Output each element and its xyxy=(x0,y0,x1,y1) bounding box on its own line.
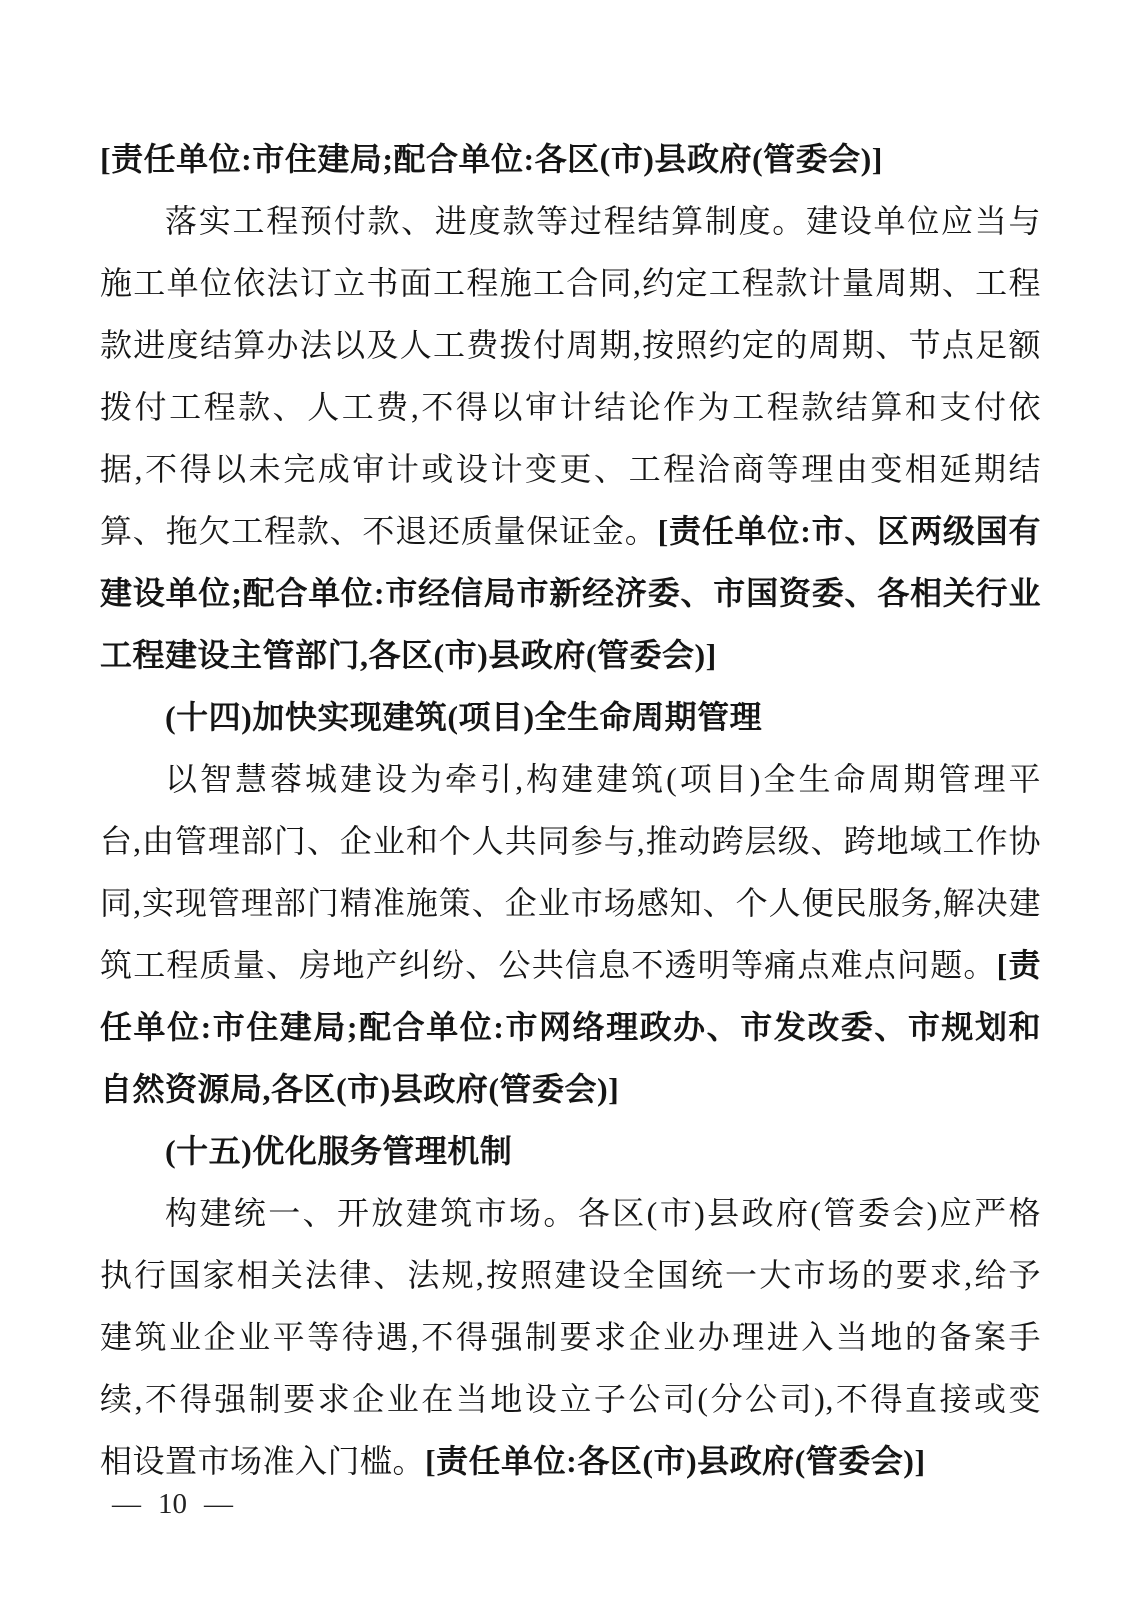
text-line xyxy=(100,624,1041,686)
text-segment: 拨付工程款、人工费,不得以审计结论作为工程款结算和支付依 xyxy=(100,389,1041,425)
text-segment: 施工单位依法订立书面工程施工合同,约定工程款计量周期、工程 xyxy=(100,265,1041,301)
text-line xyxy=(100,934,1041,996)
text-line xyxy=(100,376,1041,438)
section-heading xyxy=(100,1120,1041,1182)
section-heading xyxy=(100,686,1041,748)
text-line xyxy=(100,872,1041,934)
text-line xyxy=(100,1058,1041,1120)
text-segment: 算、拖欠工程款、不退还质量保证金。 xyxy=(100,513,658,549)
footer-dash-right: — xyxy=(204,1488,233,1520)
text-line xyxy=(100,1306,1041,1368)
text-segment: 落实工程预付款、进度款等过程结算制度。建设单位应当与 xyxy=(165,203,1041,239)
text-line xyxy=(100,128,1041,190)
text-segment: 台,由管理部门、企业和个人共同参与,推动跨层级、跨地域工作协 xyxy=(100,823,1041,859)
responsibility-unit-text: 建设单位;配合单位:市经信局市新经济委、市国资委、各相关行业 xyxy=(100,575,1041,611)
text-line xyxy=(100,438,1041,500)
text-segment: 同,实现管理部门精准施策、企业市场感知、个人便民服务,解决建 xyxy=(100,885,1041,921)
responsibility-unit-text: [责任单位:市、区两级国有 xyxy=(657,513,1041,549)
page-number: 10 xyxy=(158,1488,187,1520)
text-line xyxy=(100,748,1041,810)
text-line xyxy=(100,1182,1041,1244)
responsibility-unit-text: (十五)优化服务管理机制 xyxy=(165,1133,513,1169)
text-line xyxy=(100,996,1041,1058)
responsibility-unit-text: [责 xyxy=(996,947,1041,983)
responsibility-unit-text: (十四)加快实现建筑(项目)全生命周期管理 xyxy=(165,699,763,735)
text-segment: 建筑业企业平等待遇,不得强制要求企业办理进入当地的备案手 xyxy=(100,1319,1041,1355)
text-segment: 款进度结算办法以及人工费拨付周期,按照约定的周期、节点足额 xyxy=(100,327,1041,363)
text-line xyxy=(100,1368,1041,1430)
text-line xyxy=(100,1430,1041,1492)
text-line xyxy=(100,314,1041,376)
page-footer xyxy=(112,1484,233,1524)
text-line xyxy=(100,500,1041,562)
text-segment: 相设置市场准入门槛。 xyxy=(100,1443,426,1479)
text-line xyxy=(100,810,1041,872)
text-segment: 筑工程质量、房地产纠纷、公共信息不透明等痛点难点问题。 xyxy=(100,947,997,983)
text-line xyxy=(100,1244,1041,1306)
text-segment: 以智慧蓉城建设为牵引,构建建筑(项目)全生命周期管理平 xyxy=(165,761,1041,797)
responsibility-unit-text: 工程建设主管部门,各区(市)县政府(管委会)] xyxy=(100,637,717,673)
responsibility-unit-text: 任单位:市住建局;配合单位:市网络理政办、市发改委、市规划和 xyxy=(100,1009,1041,1045)
footer-dash-left: — xyxy=(112,1488,141,1520)
text-line xyxy=(100,252,1041,314)
responsibility-unit-text: 自然资源局,各区(市)县政府(管委会)] xyxy=(100,1071,620,1107)
text-line xyxy=(100,190,1041,252)
text-segment: 据,不得以未完成审计或设计变更、工程洽商等理由变相延期结 xyxy=(100,451,1041,487)
document-body xyxy=(100,128,1041,1492)
text-line xyxy=(100,562,1041,624)
text-segment: 执行国家相关法律、法规,按照建设全国统一大市场的要求,给予 xyxy=(100,1257,1041,1293)
responsibility-unit-text: [责任单位:市住建局;配合单位:各区(市)县政府(管委会)] xyxy=(100,141,883,177)
responsibility-unit-text: [责任单位:各区(市)县政府(管委会)] xyxy=(425,1443,926,1479)
text-segment: 续,不得强制要求企业在当地设立子公司(分公司),不得直接或变 xyxy=(100,1381,1041,1417)
text-segment: 构建统一、开放建筑市场。各区(市)县政府(管委会)应严格 xyxy=(165,1195,1041,1231)
